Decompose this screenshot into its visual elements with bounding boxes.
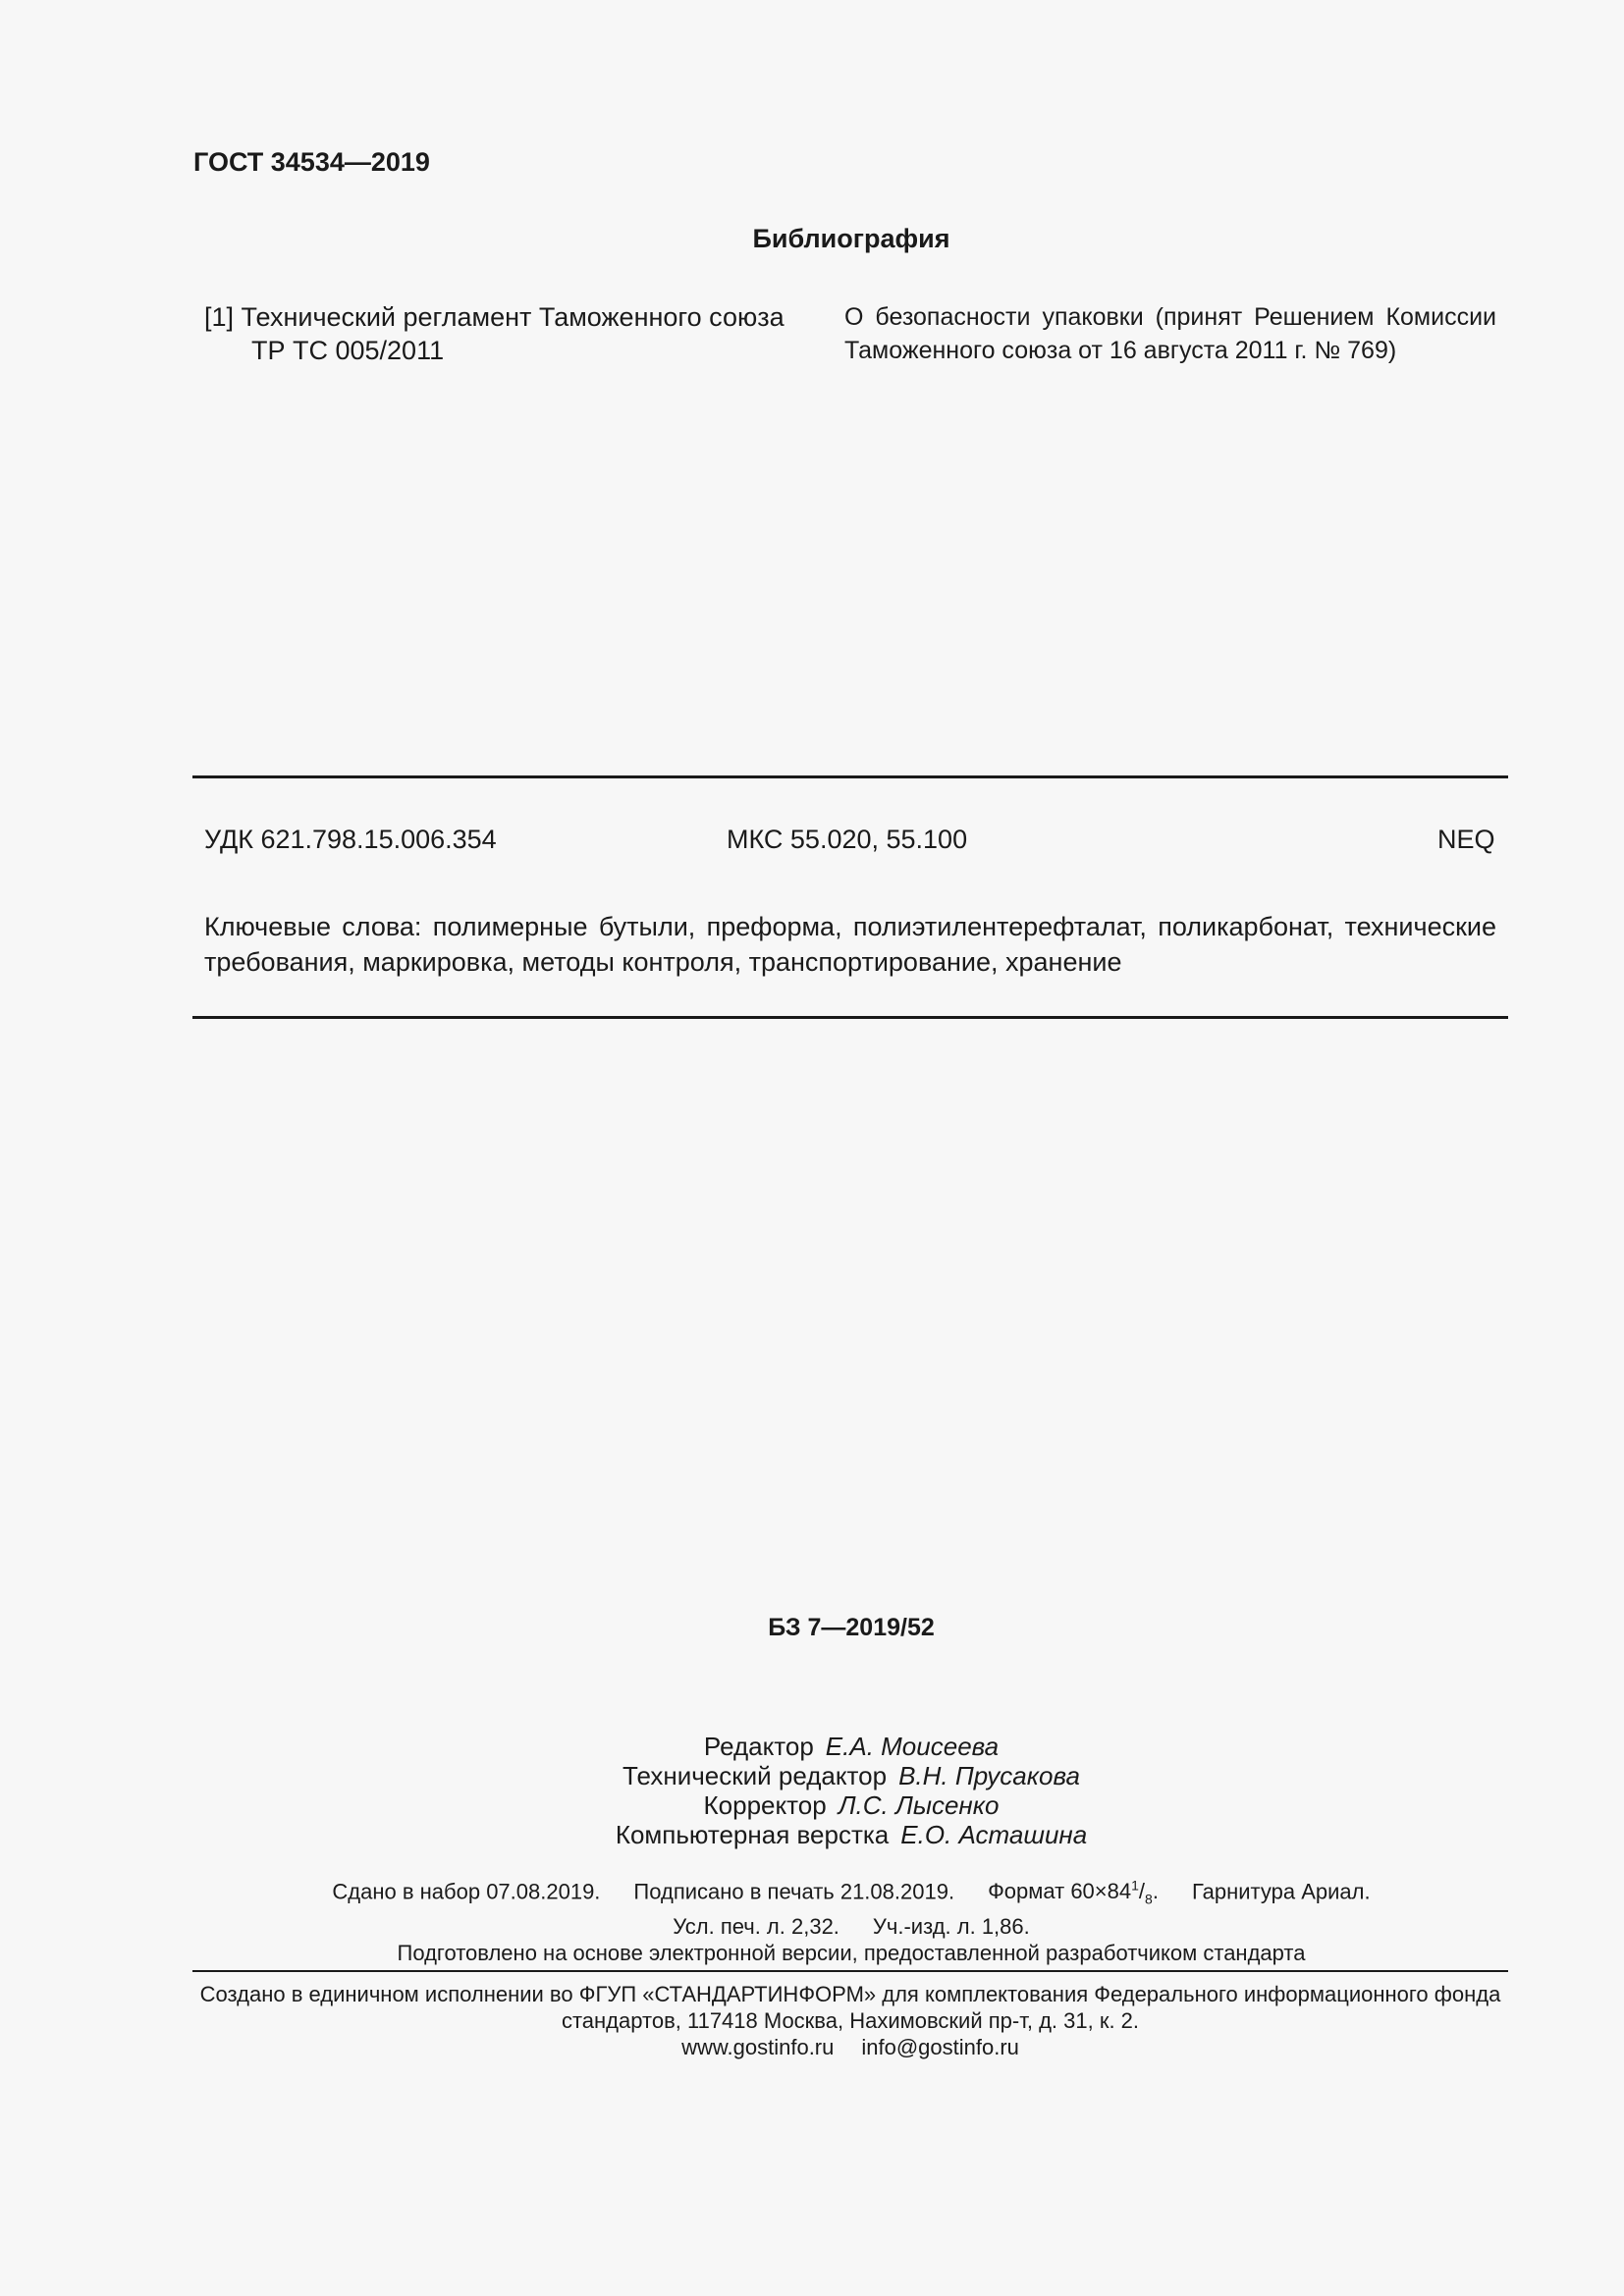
divider-middle [192, 1016, 1508, 1019]
staff-row [0, 1761, 1624, 1790]
divider-bottom [192, 1970, 1508, 1972]
document-code: ГОСТ 34534—2019 [193, 147, 430, 177]
paper-format [988, 1878, 1159, 1907]
format-slash: / [1138, 1879, 1146, 1904]
format-prefix: Формат 60×84 [988, 1879, 1132, 1904]
footer [192, 1981, 1508, 2060]
keywords: Ключевые слова: полимерные бутыли, преформа, полиэтилентерефталат, поликарбонат, технические требования, маркировка, методы контроля, транспортирование, хранение [204, 912, 1496, 977]
publication-info [0, 1873, 1624, 1966]
footer-line1: Создано в единичном исполнении во ФГУП «СТАНДАРТИНФОРМ» для комплектования Федерального информационного фонда [199, 1982, 1501, 2006]
bibliography-entry-description: О безопасности упаковки (принят Решением Комиссии Таможенного союза от 16 августа 2011 г. № 769) [844, 303, 1496, 364]
website-link[interactable]: www.gostinfo.ru [681, 2035, 835, 2059]
staff-row [0, 1732, 1624, 1761]
bibliography-title: Библиография [752, 224, 950, 253]
staff-name: Л.С. Лысенко [838, 1790, 1000, 1820]
staff-name: Е.А. Моисеева [825, 1732, 1000, 1761]
divider-top [192, 775, 1508, 778]
footer-contacts [192, 2034, 1508, 2060]
staff-name: Е.О. Асташина [900, 1820, 1088, 1849]
staff-role: Компьютерная верстка [615, 1820, 890, 1849]
staff-role: Корректор [703, 1790, 827, 1820]
email-link[interactable]: info@gostinfo.ru [861, 2035, 1019, 2059]
staff-role: Технический редактор [623, 1761, 888, 1790]
staff-role: Редактор [703, 1732, 814, 1761]
staff-row [0, 1820, 1624, 1849]
format-end: . [1152, 1879, 1159, 1904]
staff-row [0, 1790, 1624, 1820]
staff-name: В.Н. Прусакова [898, 1761, 1080, 1790]
printed-sheets: Усл. печ. л. 2,32. [673, 1913, 839, 1939]
format-sup: 1 [1131, 1878, 1139, 1894]
bibliography-entry-line1 [204, 300, 823, 334]
bibliography-entry-name: Технический регламент Таможенного союза [241, 302, 785, 332]
footer-line2: стандартов, 117418 Москва, Нахимовский пр-т, д. 31, к. 2. [561, 2008, 1140, 2033]
bibliography-entry-reference [204, 300, 823, 367]
bibliography-entry-code: ТР ТС 005/2011 [251, 336, 445, 365]
bz-number: БЗ 7—2019/52 [768, 1614, 935, 1641]
submitted-date: Сдано в набор 07.08.2019. [332, 1879, 601, 1904]
publisher-sheets: Уч.-изд. л. 1,86. [872, 1913, 1030, 1939]
signed-date: Подписано в печать 21.08.2019. [633, 1879, 955, 1904]
bibliography-entry-number: [1] [204, 302, 235, 332]
typeface: Гарнитура Ариал. [1191, 1879, 1371, 1904]
publication-line2 [0, 1913, 1624, 1940]
conformity-degree: NEQ [1437, 825, 1495, 854]
mks-code: МКС 55.020, 55.100 [727, 825, 968, 854]
publication-line1 [0, 1873, 1624, 1913]
staff-list [0, 1732, 1624, 1849]
prepared-note: Подготовлено на основе электронной версии, предоставленной разработчиком стандарта [397, 1940, 1306, 1965]
format-sub: 8 [1145, 1891, 1153, 1907]
udk-code: УДК 621.798.15.006.354 [204, 825, 497, 854]
